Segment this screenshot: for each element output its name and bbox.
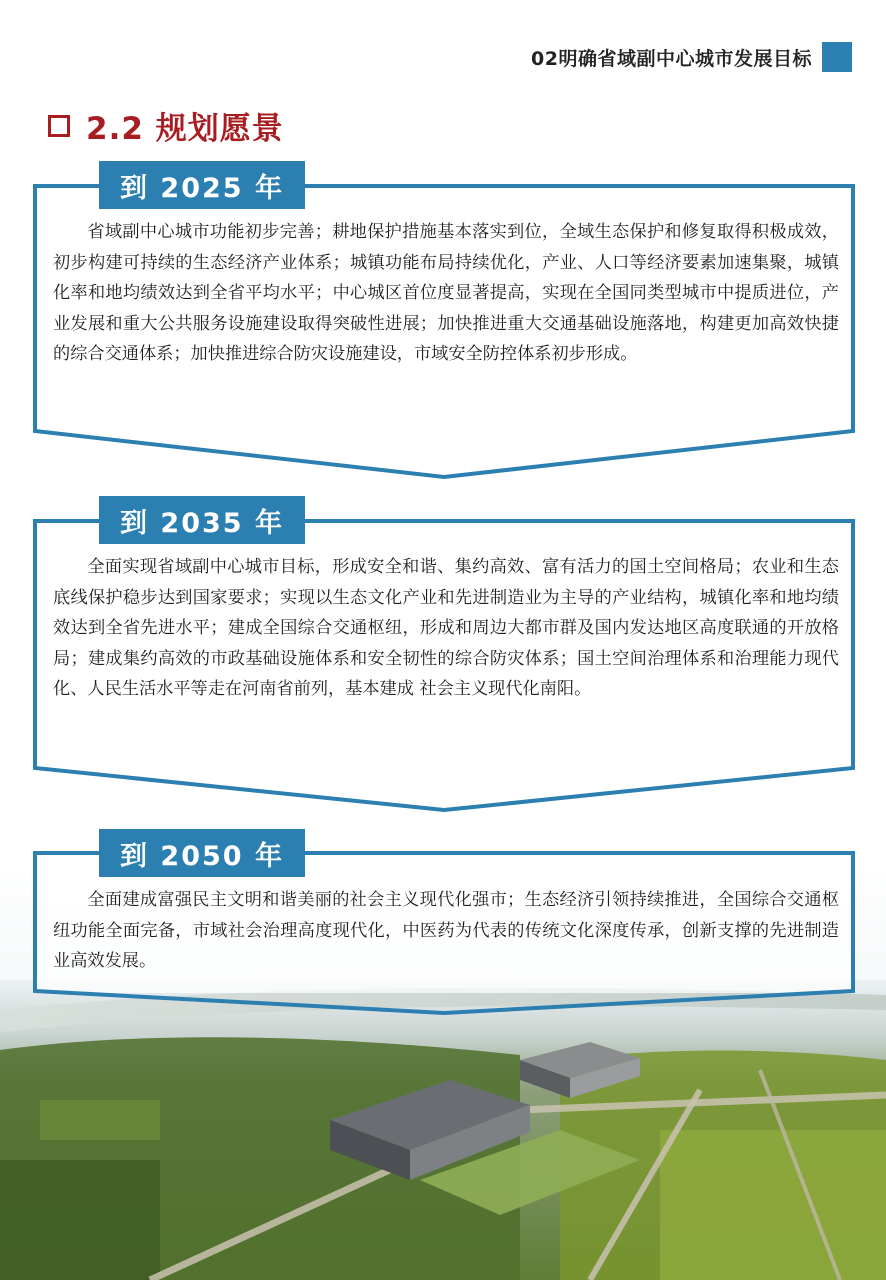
section-title-text: 2.2 规划愿景: [86, 111, 284, 147]
period-text: 全面建成富强民主文明和谐美丽的社会主义现代化强市；生态经济引领持续推进，全国综合交通枢纽功能全面完备，市域社会治理高度现代化，中医药为代表的传统文化深度传承，创新支撑的先进制造业高效发展。: [53, 890, 839, 972]
section-title: [48, 103, 284, 148]
period-text: 全面实现省域副中心城市目标，形成安全和谐、集约高效、富有活力的国土空间格局；农业和生态底线保护稳步达到国家要求；实现以生态文化产业和先进制造业为主导的产业结构，城镇化率和地均绩效达到全省先进水平；建成全国综合交通枢纽，形成和周边大都市群及国内发达地区高度联通的开放格局；建成集约高效的市政基础设施体系和安全韧性的综合防灾体系；国土空间治理体系和治理能力现代化、人民生活水平等走在河南省前列，基本建成 社会主义现代化南阳。: [53, 557, 839, 700]
period-tag: 到 2025 年: [99, 161, 305, 209]
period-tag: 到 2050 年: [99, 829, 305, 877]
page-header: [531, 42, 852, 72]
period-text: 省域副中心城市功能初步完善；耕地保护措施基本落实到位，全域生态保护和修复取得积极成效，初步构建可持续的生态经济产业体系；城镇功能布局持续优化，产业、人口等经济要素加速集聚，城镇化率和地均绩效达到全省平均水平；中心城区首位度显著提高，实现在全国同类型城市中提质进位，产业发展和重大公共服务设施建设取得突破性进展；加快推进重大交通基础设施落地，构建更加高效快捷的综合交通体系；加快推进综合防灾设施建设，市域安全防控体系初步形成。: [53, 222, 839, 365]
period-tag: 到 2035 年: [99, 496, 305, 544]
chapter-square-icon: [822, 42, 852, 72]
period-2035: [33, 496, 855, 816]
period-2050: [33, 829, 855, 1019]
period-2025: [33, 161, 855, 481]
square-outline-icon: [48, 115, 70, 137]
chapter-title: 02明确省域副中心城市发展目标: [531, 47, 812, 70]
